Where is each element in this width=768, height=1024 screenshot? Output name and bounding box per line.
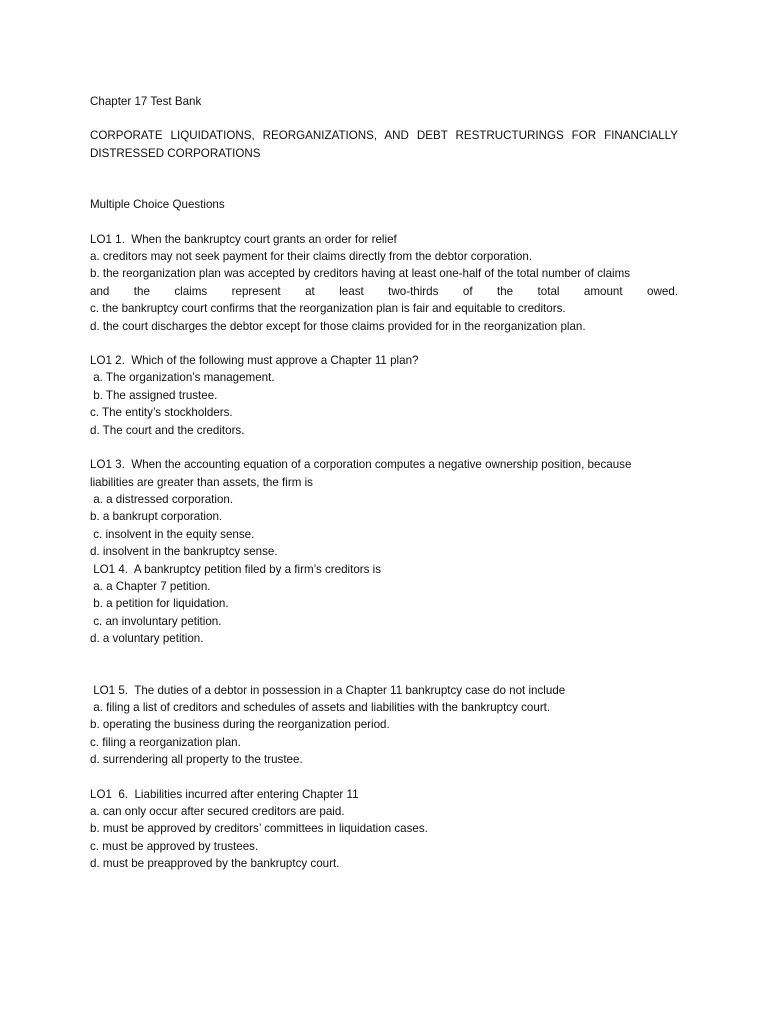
answer-option: b. must be approved by creditors’ committees in liquidation cases. xyxy=(90,822,428,836)
answer-option: a. a distressed corporation. xyxy=(90,492,234,506)
answer-option: b. a petition for liquidation. xyxy=(90,597,229,611)
answer-option: b. operating the business during the reorganization period. xyxy=(90,718,390,732)
answer-option: a. a Chapter 7 petition. xyxy=(90,579,211,593)
chapter-title: Chapter 17 Test Bank xyxy=(90,95,202,108)
answer-option: c. The entity’s stockholders. xyxy=(90,406,233,420)
answer-option: d. must be preapproved by the bankruptcy court. xyxy=(90,857,340,871)
question-5 xyxy=(90,682,678,769)
answer-option: c. an involuntary petition. xyxy=(90,614,222,628)
answer-option: c. must be approved by trustees. xyxy=(90,839,259,853)
answer-option: c. insolvent in the equity sense. xyxy=(90,527,255,541)
answer-option: a. filing a list of creditors and schedules of assets and liabilities with the bankruptcy court. xyxy=(90,700,551,714)
question-stem: LO1 5. The duties of a debtor in possession in a Chapter 11 bankruptcy case do not include xyxy=(90,683,566,697)
document-heading-line-1: CORPORATE LIQUIDATIONS, REORGANIZATIONS, AND DEBT RESTRUCTURINGS FOR FINANCIALLY xyxy=(90,129,678,143)
question-4 xyxy=(90,561,678,648)
section-title: Multiple Choice Questions xyxy=(90,198,225,212)
question-2 xyxy=(90,352,678,439)
answer-option: b. the reorganization plan was accepted by creditors having at least one-half of the total number of claims xyxy=(90,267,631,281)
answer-option-continuation: and the claims represent at least two-thirds of the total amount owed. xyxy=(90,284,678,298)
question-3 xyxy=(90,456,678,560)
question-1 xyxy=(90,231,678,335)
document-heading-line-2: DISTRESSED CORPORATIONS xyxy=(90,146,261,160)
question-stem: LO1 4. A bankruptcy petition filed by a firm’s creditors is xyxy=(90,562,382,576)
answer-option: b. The assigned trustee. xyxy=(90,388,218,402)
answer-option: d. insolvent in the bankruptcy sense. xyxy=(90,545,278,559)
answer-option: d. a voluntary petition. xyxy=(90,632,204,646)
answer-option: b. a bankrupt corporation. xyxy=(90,510,223,524)
question-stem-continuation: liabilities are greater than assets, the firm is xyxy=(90,475,313,489)
question-6 xyxy=(90,786,678,873)
answer-option: a. can only occur after secured creditors are paid. xyxy=(90,805,345,818)
question-stem: LO1 3. When the accounting equation of a corporation computes a negative ownership position, because xyxy=(90,458,632,472)
answer-option: d. the court discharges the debtor except for those claims provided for in the reorganization plan. xyxy=(90,319,586,333)
question-stem: LO1 2. Which of the following must approve a Chapter 11 plan? xyxy=(90,354,419,368)
question-stem: LO1 1. When the bankruptcy court grants an order for relief xyxy=(90,232,397,246)
document-page xyxy=(90,93,678,873)
answer-option: c. the bankruptcy court confirms that the reorganization plan is fair and equitable to creditors. xyxy=(90,302,566,316)
answer-option: c. filing a reorganization plan. xyxy=(90,735,241,749)
question-stem: LO1 6. Liabilities incurred after entering Chapter 11 xyxy=(90,787,359,801)
answer-option: d. surrendering all property to the trustee. xyxy=(90,753,303,767)
answer-option: a. creditors may not seek payment for their claims directly from the debtor corporation. xyxy=(90,250,533,264)
answer-option: a. The organization’s management. xyxy=(90,371,275,385)
answer-option: d. The court and the creditors. xyxy=(90,423,245,437)
